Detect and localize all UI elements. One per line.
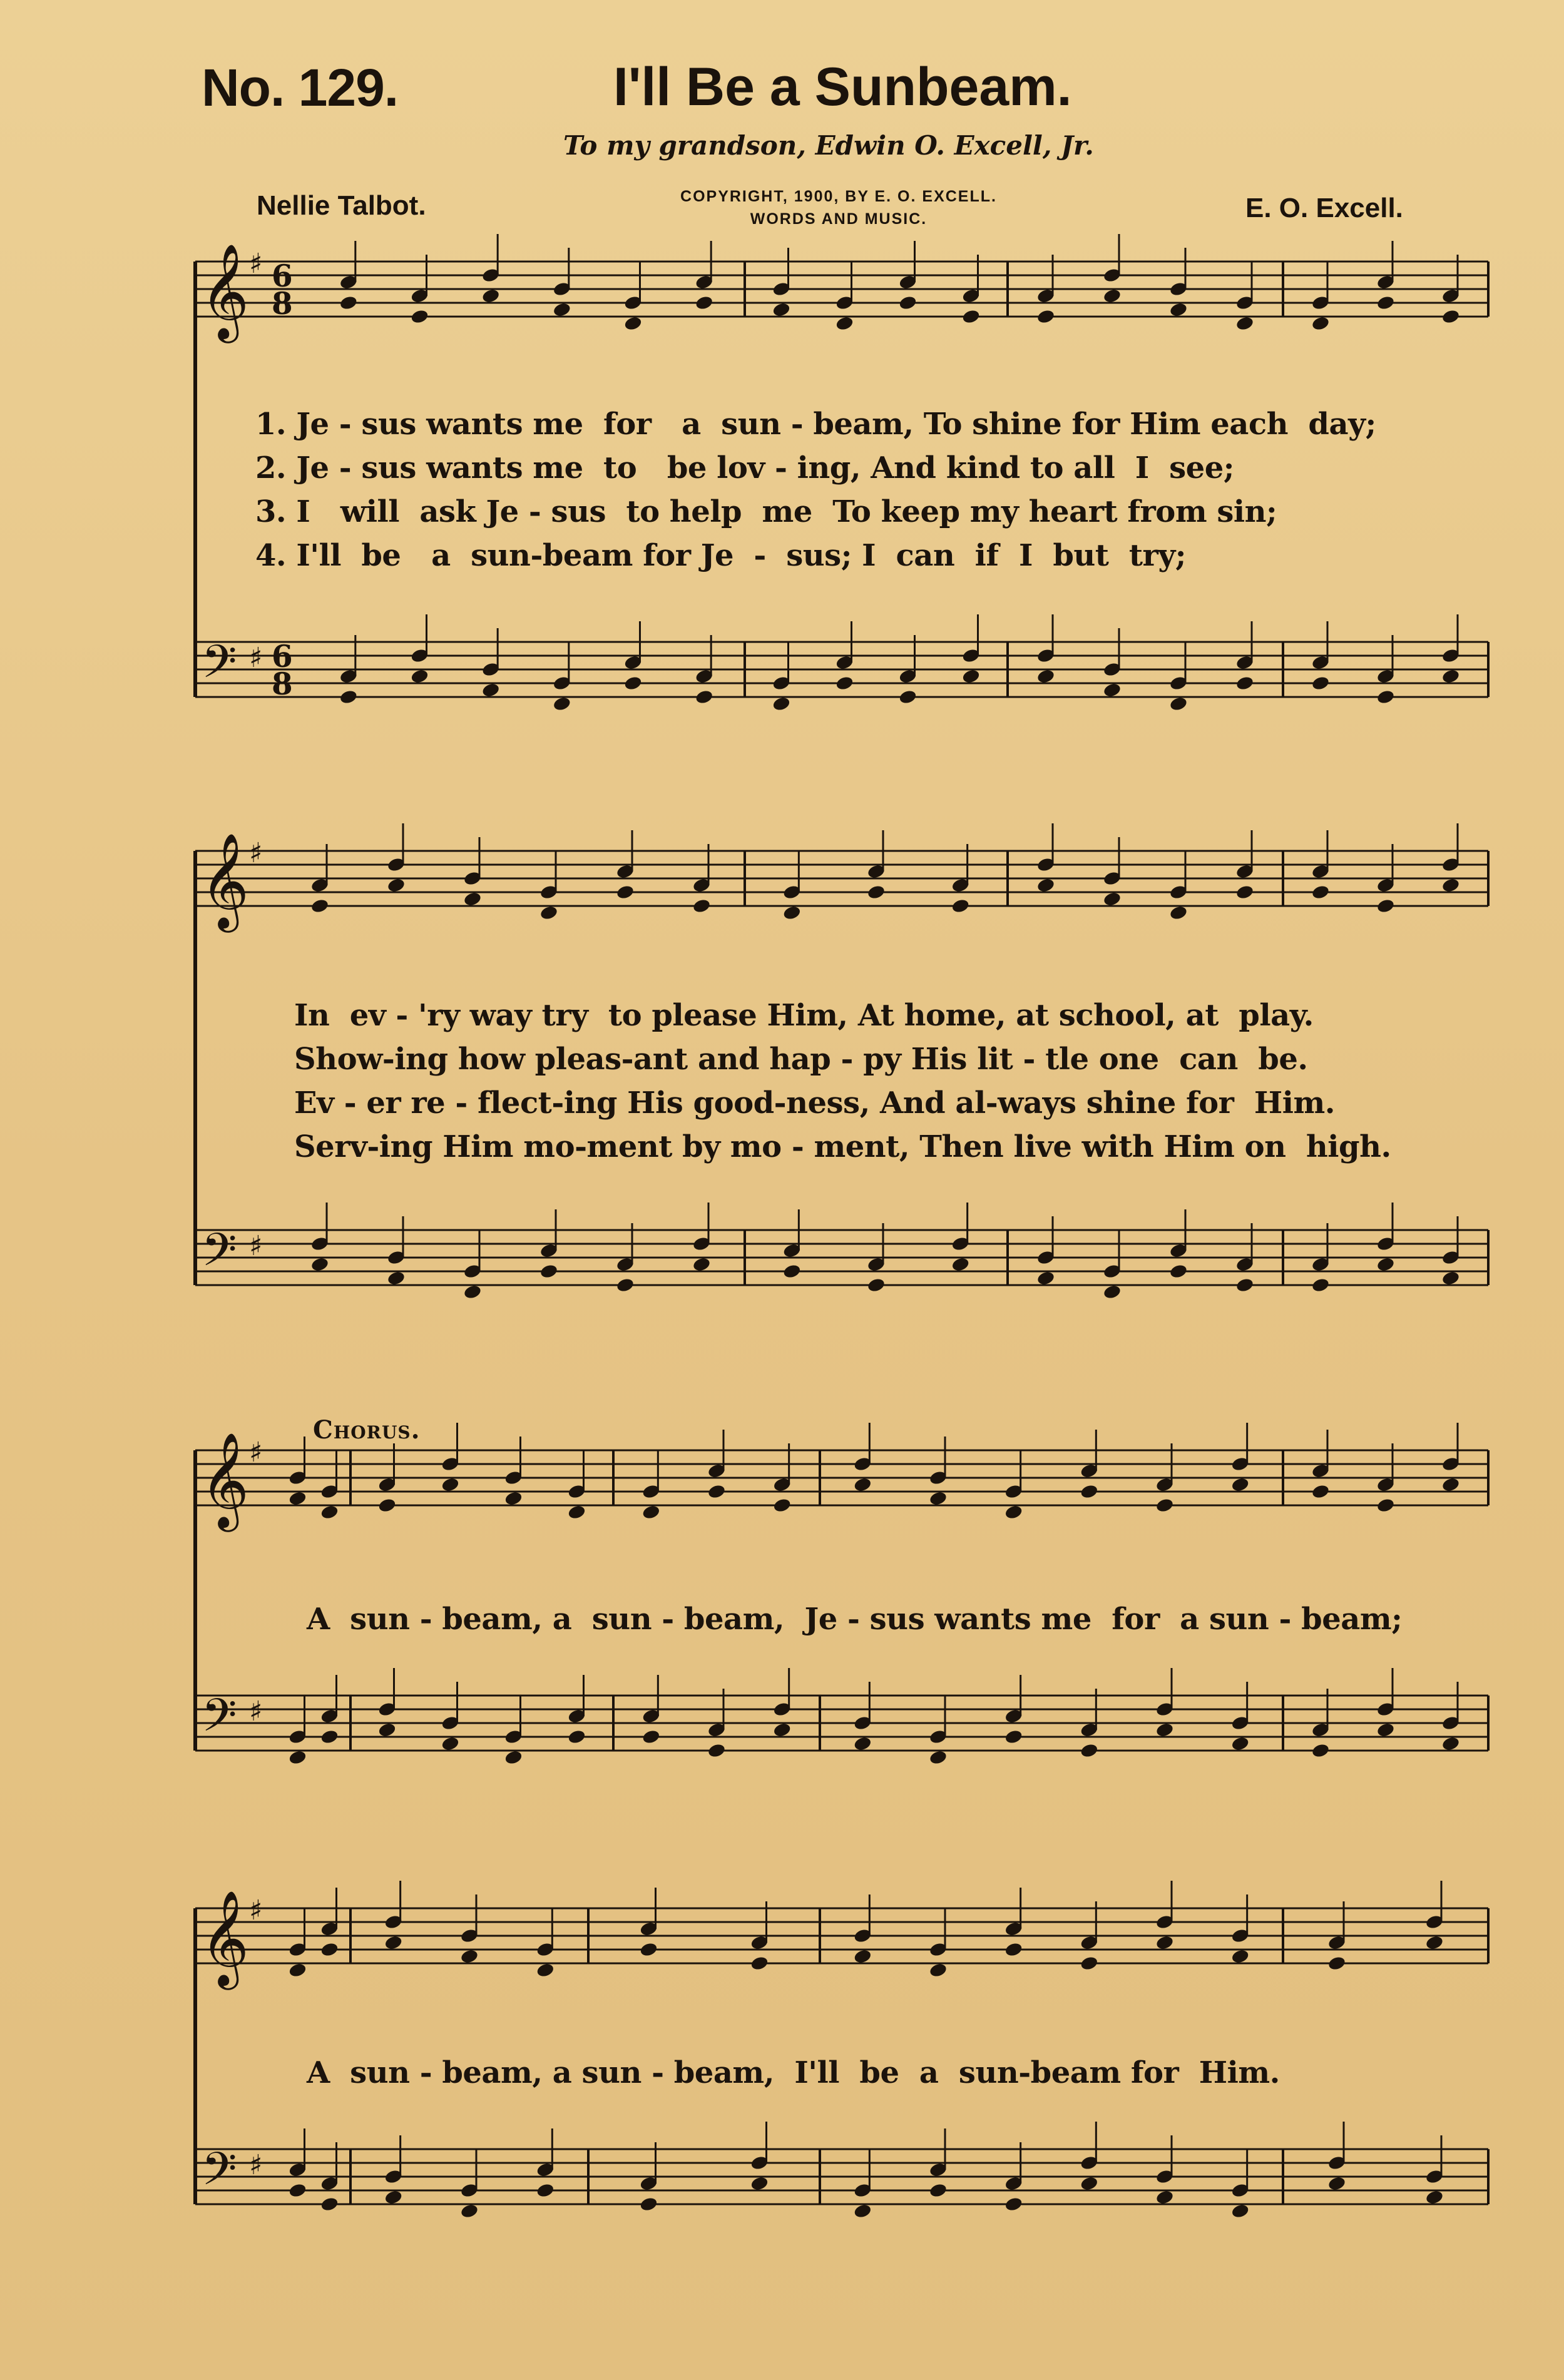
verse-3-line-a: 3. I will ask Je - sus to help me To keep my heart from sin; <box>255 494 1277 529</box>
system-2-treble-m0-notehead <box>463 891 483 907</box>
system-1-treble-m1-notehead <box>835 315 854 332</box>
system-2-bass-m2-notehead <box>1169 1263 1188 1279</box>
system-4-bass-m2-notehead <box>750 2175 769 2192</box>
system-1-bass-m2-notehead <box>1235 675 1255 691</box>
system-1-treble-m2-notehead <box>1169 302 1188 318</box>
system-3-treble-m2-notehead <box>772 1497 792 1513</box>
system-3-treble-m0-notehead <box>288 1490 307 1507</box>
system-1-treble-sharp: ♯ <box>249 248 263 280</box>
hymn-number: No. 129. <box>202 58 399 117</box>
system-4-treble-m4-notehead <box>1327 1955 1347 1971</box>
system-4-treble-m0-notehead <box>288 1962 307 1978</box>
system-1-bass-m0-notehead <box>695 689 714 705</box>
system-4-bass-m2-notehead <box>639 2196 658 2212</box>
system-2-treble-m3-notehead <box>1376 898 1396 914</box>
system-4-treble-m1-notehead <box>460 1948 479 1965</box>
system-3-treble-m3-notehead <box>929 1490 948 1507</box>
system-3-bass-m4-notehead <box>1311 1742 1331 1759</box>
system-4-treble-m4-notehead <box>1425 1935 1444 1951</box>
system-1-treble-m2-notehead <box>1036 308 1056 325</box>
system-3-bass-m1-notehead <box>567 1729 586 1745</box>
system-1-bass-m2-notehead <box>1169 696 1188 712</box>
system-3-treble-clef: 𝄞 <box>200 1432 250 1528</box>
system-3-bass-m3-notehead <box>853 1736 872 1752</box>
system-3-bass-m4-notehead <box>1441 1736 1461 1752</box>
system-1-bass-m0-notehead <box>623 675 643 691</box>
system-1-bass-m3-notehead <box>1376 689 1396 705</box>
system-3-treble-m3-notehead <box>1155 1497 1175 1513</box>
system-3-bass-m3-notehead <box>1080 1742 1099 1759</box>
system-2-treble-m0-notehead <box>616 884 635 900</box>
system-3-treble-m1-notehead <box>377 1497 397 1513</box>
system-2-treble-m3-notehead <box>1311 884 1331 900</box>
system-2-treble-m2-notehead <box>1103 891 1122 907</box>
lyricist: Nellie Talbot. <box>257 190 426 221</box>
system-2-bass-m3-notehead <box>1376 1256 1396 1273</box>
system-1-treble-time-bottom: 8 <box>272 287 293 322</box>
system-4-bass-m3-notehead <box>929 2182 948 2199</box>
system-3-bass-clef: 𝄢 <box>202 1688 237 1753</box>
system-3-bass-m1-notehead <box>377 1722 397 1738</box>
system-3-treble-m1-notehead <box>567 1504 586 1520</box>
system-2-treble-m1-notehead <box>867 884 886 900</box>
verse-2-line-a: 2. Je - sus wants me to be lov - ing, And kind to all I see; <box>255 450 1234 486</box>
system-1-bass-sharp: ♯ <box>249 642 263 674</box>
system-4-bass-m3-notehead <box>1004 2196 1023 2212</box>
verse-3-line-b: Ev - er re - flect-ing His good-ness, And al-ways shine for Him. <box>294 1086 1335 1121</box>
system-2-treble-m1-notehead <box>782 905 802 921</box>
system-3-bass-m3-notehead <box>1004 1729 1023 1745</box>
system-1-treble-m1-notehead <box>961 308 981 325</box>
system-1-treble-time-top: 6 <box>272 259 293 294</box>
staff-systems <box>195 234 1488 2219</box>
system-2-treble-m0-notehead <box>692 898 712 914</box>
verse-4-line-a: 4. I'll be a sun-beam for Je - sus; I can if I but try; <box>255 538 1186 573</box>
system-2-bass-m3-notehead <box>1311 1277 1331 1293</box>
system-4-treble-m1-notehead <box>384 1935 403 1951</box>
system-1-bass-m0-notehead <box>553 696 572 712</box>
system-2-treble-m2-notehead <box>1169 905 1188 921</box>
system-2-treble-clef: 𝄞 <box>200 832 250 929</box>
system-1-treble-m2-notehead <box>1103 288 1122 304</box>
system-4-treble-m3-notehead <box>929 1962 948 1978</box>
system-4-treble-sharp: ♯ <box>249 1894 263 1926</box>
system-4-bass-m1-notehead <box>536 2182 555 2199</box>
system-1-treble-clef: 𝄞 <box>200 243 250 340</box>
hymn-title: I'll Be a Sunbeam. <box>613 57 1072 117</box>
system-2-bass-m0-notehead <box>692 1256 712 1273</box>
system-1-bass-m1-notehead <box>961 668 981 684</box>
system-1-bass-time-top: 6 <box>272 639 293 674</box>
system-1-bass-m2-notehead <box>1103 682 1122 698</box>
system-3-bass-m0-notehead <box>320 1729 339 1745</box>
system-3-treble-m3-notehead <box>1004 1504 1023 1520</box>
system-1-treble-m1-notehead <box>772 302 791 318</box>
chorus-label: Chorus. <box>313 1415 421 1445</box>
system-1-bass-m0-notehead <box>410 668 429 684</box>
system-4-treble-m2-notehead <box>639 1941 658 1958</box>
system-1-treble-m0-notehead <box>553 302 572 318</box>
system-3-treble-m3-notehead <box>853 1477 872 1493</box>
system-2-bass-m2-notehead <box>1235 1277 1255 1293</box>
system-1-treble-m3-notehead <box>1311 315 1331 332</box>
system-3-treble-m4-notehead <box>1311 1483 1331 1500</box>
system-2-bass-clef: 𝄢 <box>202 1223 237 1288</box>
system-3-bass-m1-notehead <box>504 1749 523 1766</box>
system-3-treble-m0-notehead <box>320 1504 339 1520</box>
system-3-treble-m2-notehead <box>641 1504 661 1520</box>
system-4-bass-m3-notehead <box>1155 2189 1175 2205</box>
system-3-bass-m2-notehead <box>772 1722 792 1738</box>
system-1-treble-m2-notehead <box>1235 315 1255 332</box>
system-2-bass-m3-notehead <box>1441 1270 1461 1286</box>
system-1-bass-m3-notehead <box>1441 668 1461 684</box>
copyright-line-2: WORDS AND MUSIC. <box>750 210 928 228</box>
system-2-bass-sharp: ♯ <box>249 1230 263 1262</box>
system-1-treble-m0-notehead <box>410 308 429 325</box>
chorus-line-1: A sun - beam, a sun - beam, Je - sus wants me for a sun - beam; <box>307 1602 1403 1637</box>
chorus-line-2: A sun - beam, a sun - beam, I'll be a sun-beam for Him. <box>307 2055 1280 2090</box>
system-1-treble-m0-notehead <box>623 315 643 332</box>
system-3-treble-sharp: ♯ <box>249 1437 263 1468</box>
system-3-bass-m4-notehead <box>1376 1722 1396 1738</box>
system-2-bass-m0-notehead <box>463 1284 483 1300</box>
system-2-treble-m3-notehead <box>1441 877 1461 893</box>
system-4-treble-m2-notehead <box>750 1955 769 1971</box>
system-1-treble-m0-notehead <box>695 295 714 311</box>
system-4-treble-m0-notehead <box>320 1941 339 1958</box>
system-3-bass-m1-notehead <box>441 1736 460 1752</box>
system-1-treble-m3-notehead <box>1376 295 1396 311</box>
system-4-treble-m3-notehead <box>1080 1955 1099 1971</box>
dedication: To my grandson, Edwin O. Excell, Jr. <box>563 130 1094 161</box>
system-2-treble-m0-notehead <box>539 905 559 921</box>
system-1-treble-m1-notehead <box>898 295 917 311</box>
system-4-bass-m0-notehead <box>320 2196 339 2212</box>
system-1-bass-m3-notehead <box>1311 675 1331 691</box>
system-4-treble-m3-notehead <box>1155 1935 1175 1951</box>
system-4-bass-clef: 𝄢 <box>202 2142 237 2207</box>
system-2-bass-m0-notehead <box>539 1263 559 1279</box>
system-1-bass-m1-notehead <box>898 689 917 705</box>
verse-1-line-a: 1. Je - sus wants me for a sun - beam, To shine for Him each day; <box>255 407 1376 442</box>
verse-4-line-b: Serv-ing Him mo-ment by mo - ment, Then live with Him on high. <box>294 1129 1391 1164</box>
system-2-bass-m1-notehead <box>782 1263 802 1279</box>
system-3-treble-m4-notehead <box>1441 1477 1461 1493</box>
system-2-treble-m2-notehead <box>1036 877 1056 893</box>
system-4-bass-m1-notehead <box>460 2203 479 2219</box>
system-3-treble-m4-notehead <box>1376 1497 1396 1513</box>
system-2-bass-m0-notehead <box>387 1270 406 1286</box>
copyright-line-1: COPYRIGHT, 1900, BY E. O. EXCELL. <box>680 188 997 205</box>
system-3-bass-m3-notehead <box>929 1749 948 1766</box>
system-4-bass-m1-notehead <box>384 2189 403 2205</box>
system-1-treble-m3-notehead <box>1441 308 1461 325</box>
system-4-treble-m3-notehead <box>1230 1948 1250 1965</box>
system-4-bass-m4-notehead <box>1327 2175 1347 2192</box>
system-4-bass-m0-notehead <box>288 2182 307 2199</box>
composer: E. O. Excell. <box>1245 193 1403 223</box>
system-3-bass-m0-notehead <box>288 1749 307 1766</box>
system-2-treble-m1-notehead <box>951 898 970 914</box>
system-2-treble-sharp: ♯ <box>249 837 263 869</box>
system-4-treble-clef: 𝄞 <box>200 1889 250 1986</box>
system-2-treble-m2-notehead <box>1235 884 1255 900</box>
system-3-treble-m2-notehead <box>707 1483 727 1500</box>
system-4-bass-sharp: ♯ <box>249 2149 263 2181</box>
system-3-treble-m3-notehead <box>1080 1483 1099 1500</box>
verse-1-line-b: In ev - 'ry way try to please Him, At home, at school, at play. <box>294 998 1314 1033</box>
system-1-bass-m1-notehead <box>772 696 791 712</box>
system-4-bass-m4-notehead <box>1425 2189 1444 2205</box>
system-1-bass-clef: 𝄢 <box>202 634 237 699</box>
system-1-bass-m0-notehead <box>339 689 359 705</box>
system-1-bass-time-bottom: 8 <box>272 667 293 702</box>
system-1-bass-m0-notehead <box>481 682 501 698</box>
system-4-bass-m3-notehead <box>1080 2175 1099 2192</box>
system-2-bass-m1-notehead <box>867 1277 886 1293</box>
system-3-treble-m3-notehead <box>1230 1477 1250 1493</box>
system-1-bass-m2-notehead <box>1036 668 1056 684</box>
system-3-treble-m1-notehead <box>504 1490 523 1507</box>
system-3-bass-sharp: ♯ <box>249 1696 263 1727</box>
system-2-treble-m0-notehead <box>387 877 406 893</box>
system-4-treble-m3-notehead <box>853 1948 872 1965</box>
system-2-bass-m0-notehead <box>616 1277 635 1293</box>
system-1-bass-m1-notehead <box>835 675 854 691</box>
system-4-treble-m3-notehead <box>1004 1941 1023 1958</box>
system-3-bass-m2-notehead <box>641 1729 661 1745</box>
system-1-treble-m0-notehead <box>339 295 359 311</box>
system-2-bass-m1-notehead <box>951 1256 970 1273</box>
system-4-bass-m3-notehead <box>1230 2203 1250 2219</box>
system-3-bass-m3-notehead <box>1155 1722 1175 1738</box>
system-2-bass-m2-notehead <box>1036 1270 1056 1286</box>
system-3-bass-m2-notehead <box>707 1742 727 1759</box>
system-3-bass-m3-notehead <box>1230 1736 1250 1752</box>
system-2-bass-m0-notehead <box>310 1256 330 1273</box>
system-4-bass-m3-notehead <box>853 2203 872 2219</box>
system-3-treble-m1-notehead <box>441 1477 460 1493</box>
system-2-treble-m0-notehead <box>310 898 330 914</box>
system-4-treble-m1-notehead <box>536 1962 555 1978</box>
system-1-treble-m0-notehead <box>481 288 501 304</box>
verse-2-line-b: Show-ing how pleas-ant and hap - py His lit - tle one can be. <box>294 1042 1308 1077</box>
system-2-bass-m2-notehead <box>1103 1284 1122 1300</box>
